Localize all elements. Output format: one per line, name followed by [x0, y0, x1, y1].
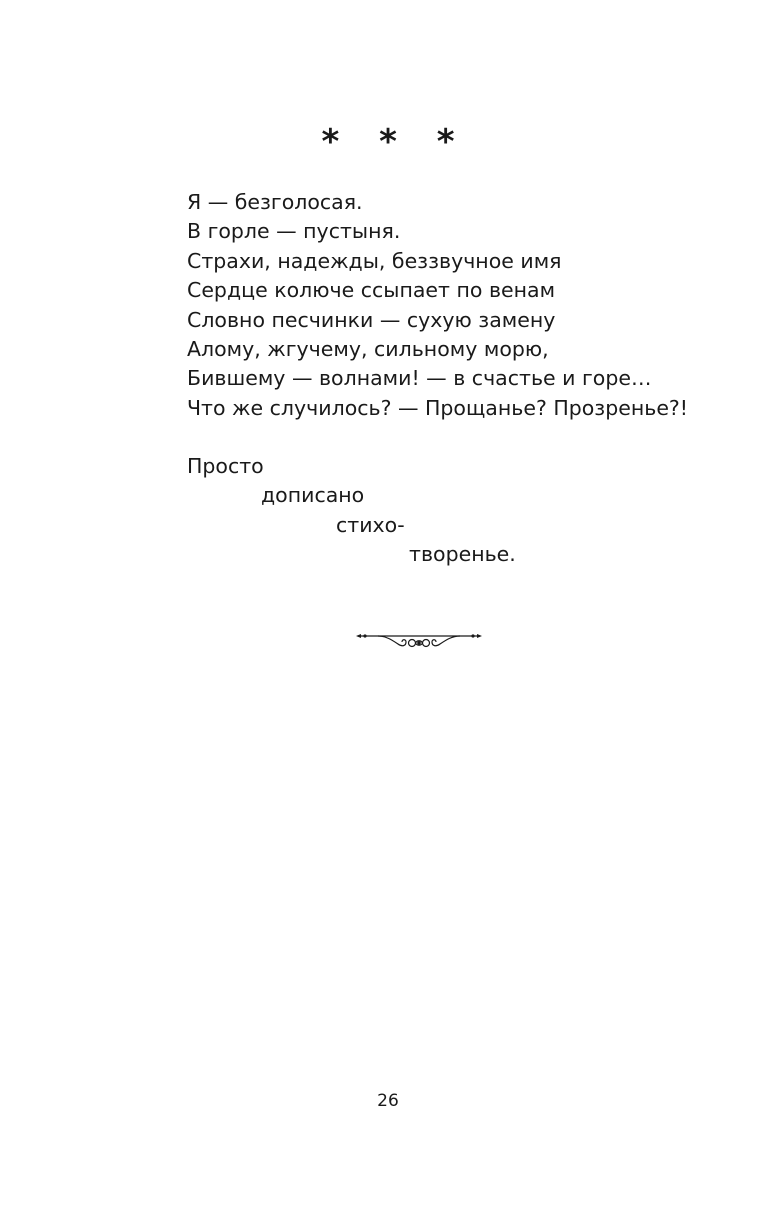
poem-line: Страхи, надежды, беззвучное имя: [187, 248, 562, 273]
poem-line: творенье.: [409, 542, 516, 567]
poem-stanza: [187, 188, 688, 423]
poem-line: Словно песчинки — сухую замену: [187, 307, 556, 332]
poem-line: В горле — пустыня.: [187, 219, 401, 244]
section-separator: * * *: [321, 122, 469, 162]
page-number: 26: [377, 1091, 399, 1111]
poem-line: Алому, жгучему, сильному морю,: [187, 337, 549, 362]
poem-coda: [187, 452, 516, 570]
poem-line: Сердце колюче ссыпает по венам: [187, 278, 556, 303]
poem-line: дописано: [261, 483, 365, 508]
poem-line: стихо-: [336, 512, 405, 537]
poem-line: Что же случилось? — Прощанье? Прозренье?!: [187, 395, 689, 420]
poem-line: Бившему — волнами! — в счастье и горе…: [187, 366, 652, 391]
poem-line: Просто: [187, 454, 264, 478]
ornament-vignette-icon: [356, 626, 482, 652]
poem-line: Я — безголосая.: [187, 190, 363, 214]
